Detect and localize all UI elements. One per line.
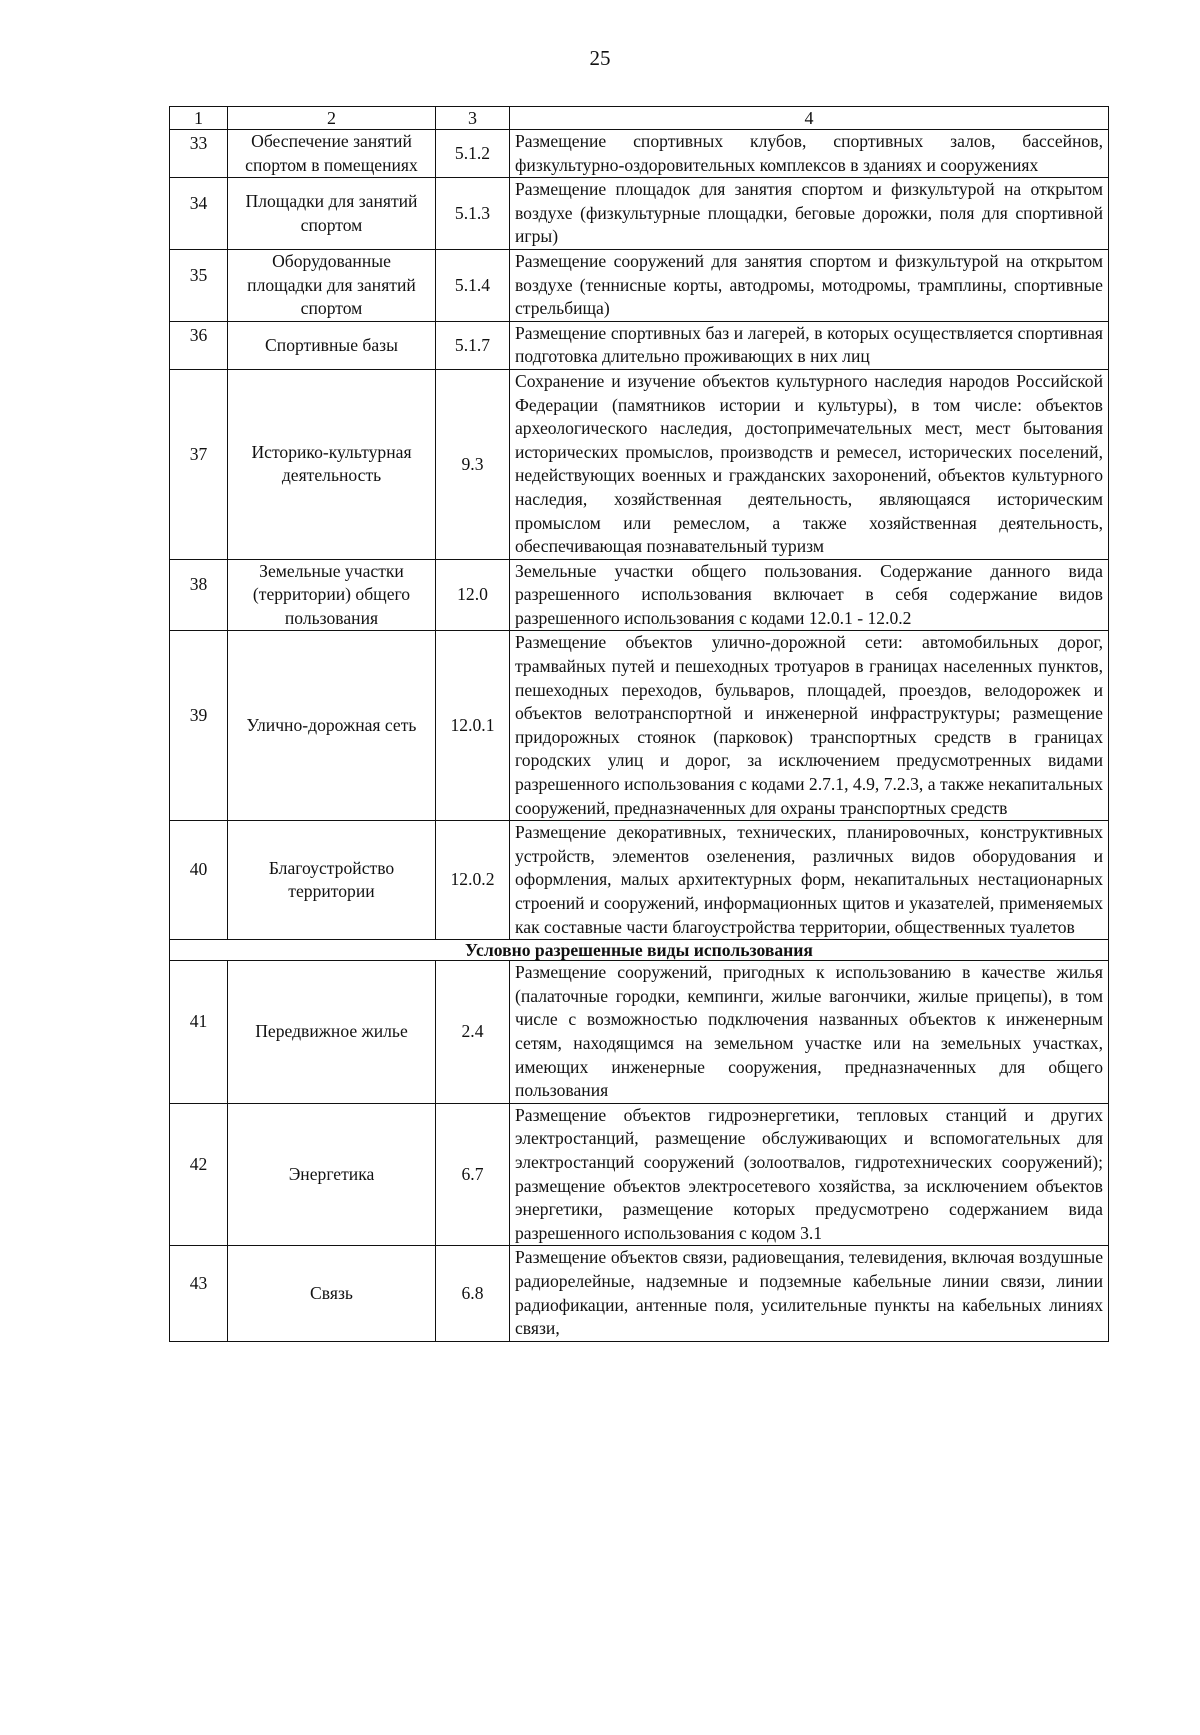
table-row	[170, 130, 1109, 178]
table-row	[170, 821, 1109, 940]
use-type-code: 6.7	[436, 1103, 510, 1246]
use-type-description: Размещение площадок для занятия спортом и физкультурой на открытом воздухе (физкультурные площадки, беговые дорожки, поля для спортивной игры)	[510, 178, 1109, 250]
row-number: 35	[170, 249, 228, 321]
use-type-code: 5.1.4	[436, 249, 510, 321]
use-type-description: Размещение спортивных клубов, спортивных залов, бассейнов, физкультурно-оздоровительных комплексов в зданиях и сооружениях	[510, 130, 1109, 178]
use-type-name: Улично-дорожная сеть	[228, 631, 436, 821]
use-type-code: 12.0.1	[436, 631, 510, 821]
table-row	[170, 1246, 1109, 1341]
row-number: 33	[170, 130, 228, 178]
table-header-row	[170, 107, 1109, 130]
use-type-code: 12.0.2	[436, 821, 510, 940]
use-type-name: Оборудованные площадки для занятий спортом	[228, 249, 436, 321]
use-type-description: Сохранение и изучение объектов культурного наследия народов Российской Федерации (памятников истории и культуры), в том числе: объектов археологического наследия, достопримечательных мест, мест бытования исторических промыслов, производств и ремесел, исторических поселений, недействующих военных и гражданских захоронений, объектов культурного наследия, хозяйственная деятельность, являющаяся историческим промыслом или ремеслом, а также хозяйственная деятельность, обеспечивающая познавательный туризм	[510, 369, 1109, 559]
use-type-description: Земельные участки общего пользования. Содержание данного вида разрешенного использования включает в себя содержание видов разрешенного использования с кодами 12.0.1 - 12.0.2	[510, 559, 1109, 631]
use-type-name: Историко-культурная деятельность	[228, 369, 436, 559]
section-title: Условно разрешенные виды использования	[170, 940, 1109, 961]
header-col-1: 1	[170, 107, 228, 130]
row-number: 36	[170, 321, 228, 369]
use-type-code: 5.1.7	[436, 321, 510, 369]
row-number: 34	[170, 178, 228, 250]
use-type-description: Размещение декоративных, технических, планировочных, конструктивных устройств, элементов озеленения, различных видов оборудования и оформления, малых архитектурных форм, некапитальных нестационарных строений и сооружений, информационных щитов и указателей, применяемых как составные части благоустройства территории, общественных туалетов	[510, 821, 1109, 940]
use-type-name: Связь	[228, 1246, 436, 1341]
header-col-4: 4	[510, 107, 1109, 130]
table-row	[170, 321, 1109, 369]
row-number: 39	[170, 631, 228, 821]
table-row	[170, 178, 1109, 250]
use-type-name: Площадки для занятий спортом	[228, 178, 436, 250]
use-type-name: Обеспечение занятий спортом в помещениях	[228, 130, 436, 178]
use-type-code: 6.8	[436, 1246, 510, 1341]
row-number: 42	[170, 1103, 228, 1246]
use-type-name: Земельные участки (территории) общего пользования	[228, 559, 436, 631]
table-row	[170, 961, 1109, 1104]
table-row	[170, 1103, 1109, 1246]
use-type-name: Передвижное жилье	[228, 961, 436, 1104]
use-type-description: Размещение сооружений для занятия спортом и физкультурой на открытом воздухе (теннисные корты, автодромы, мотодромы, трамплины, спортивные стрельбища)	[510, 249, 1109, 321]
table-row	[170, 249, 1109, 321]
use-type-description: Размещение спортивных баз и лагерей, в которых осуществляется спортивная подготовка длительно проживающих в них лиц	[510, 321, 1109, 369]
page-number: 25	[589, 46, 611, 70]
use-type-code: 5.1.2	[436, 130, 510, 178]
row-number: 38	[170, 559, 228, 631]
use-type-name: Благоустройство территории	[228, 821, 436, 940]
use-type-description: Размещение сооружений, пригодных к использованию в качестве жилья (палаточные городки, кемпинги, жилые вагончики, жилые прицепы), в том числе с возможностью подключения названных объектов к инженерным сетям, находящимся на земельном участке или на земельных участках, имеющих инженерные сооружения, предназначенных для общего пользования	[510, 961, 1109, 1104]
use-type-description: Размещение объектов связи, радиовещания, телевидения, включая воздушные радиорелейные, надземные и подземные кабельные линии связи, линии радиофикации, антенные поля, усилительные пункты на кабельных линиях связи,	[510, 1246, 1109, 1341]
header-col-3: 3	[436, 107, 510, 130]
row-number: 37	[170, 369, 228, 559]
table-row	[170, 631, 1109, 821]
use-type-code: 2.4	[436, 961, 510, 1104]
section-heading-row	[170, 940, 1109, 961]
table-row	[170, 369, 1109, 559]
row-number: 43	[170, 1246, 228, 1341]
use-type-code: 5.1.3	[436, 178, 510, 250]
row-number: 40	[170, 821, 228, 940]
header-col-2: 2	[228, 107, 436, 130]
use-type-code: 12.0	[436, 559, 510, 631]
use-type-name: Энергетика	[228, 1103, 436, 1246]
table-row	[170, 559, 1109, 631]
use-type-description: Размещение объектов улично-дорожной сети: автомобильных дорог, трамвайных путей и пешеходных тротуаров в границах населенных пунктов, пешеходных переходов, бульваров, площадей, проездов, велодорожек и объектов велотранспортной и инженерной инфраструктуры; размещение придорожных стоянок (парковок) транспортных средств в границах городских улиц и дорог, за исключением предусмотренных видами разрешенного использования с кодами 2.7.1, 4.9, 7.2.3, а также некапитальных сооружений, предназначенных для охраны транспортных средств	[510, 631, 1109, 821]
land-use-table	[169, 106, 1109, 1342]
use-type-name: Спортивные базы	[228, 321, 436, 369]
use-type-code: 9.3	[436, 369, 510, 559]
row-number: 41	[170, 961, 228, 1104]
use-type-description: Размещение объектов гидроэнергетики, тепловых станций и других электростанций, размещение обслуживающих и вспомогательных для электростанций сооружений (золоотвалов, гидротехнических сооружений); размещение объектов электросетевого хозяйства, за исключением объектов энергетики, размещение которых предусмотрено содержанием вида разрешенного использования с кодом 3.1	[510, 1103, 1109, 1246]
